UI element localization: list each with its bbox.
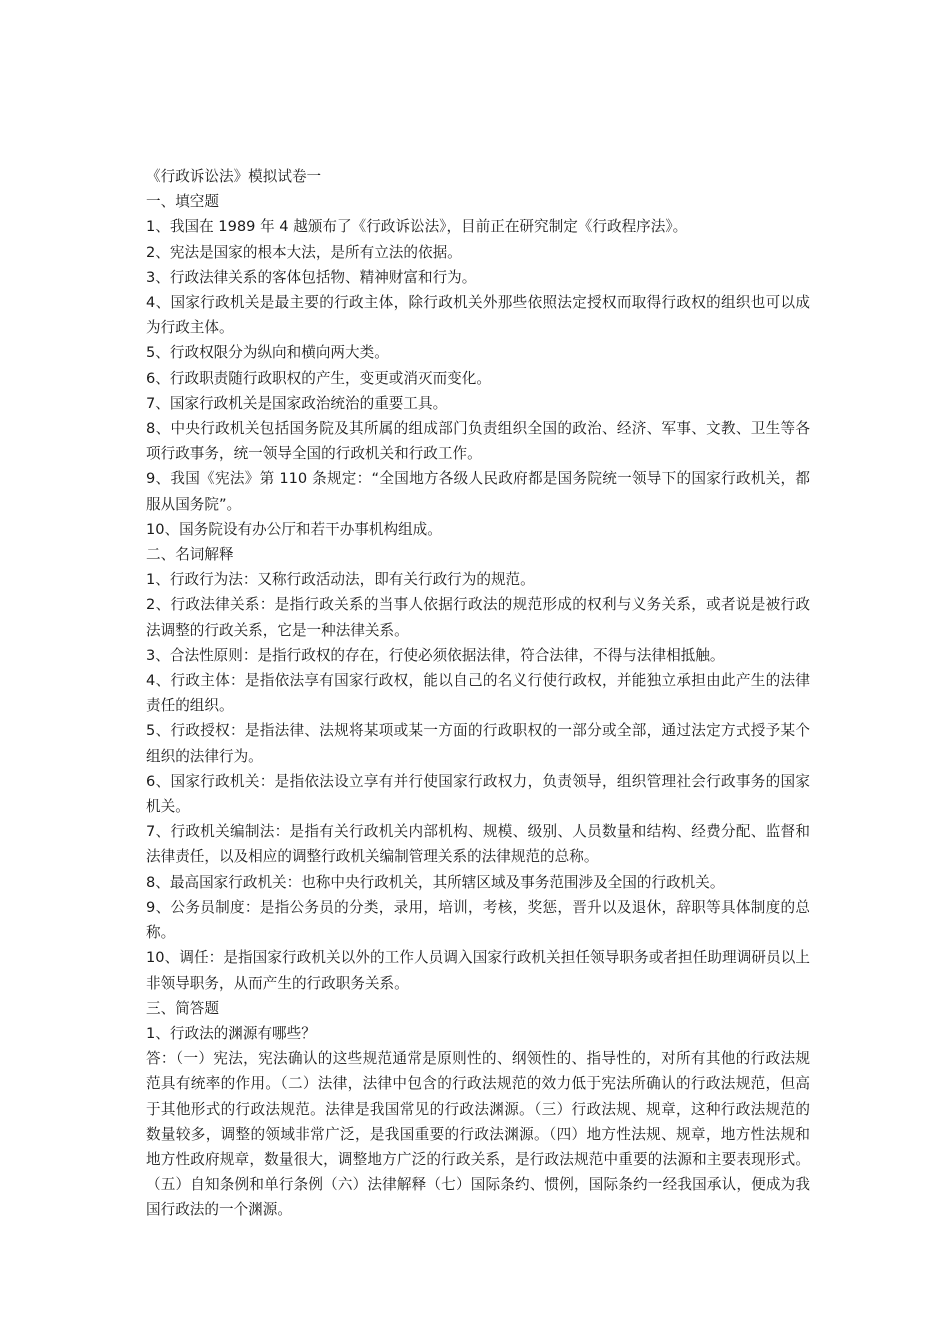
- fill-blank-item-3: 3、行政法律关系的客体包括物、精神财富和行为。: [146, 268, 477, 286]
- definition-item-4: 4、行政主体：是指依法享有国家行政权，能以自己的名义行使行政权，并能独立承担由此产生的法律责任的组织。: [146, 672, 810, 715]
- definition-item-1: 1、行政行为法：又称行政活动法，即有关行政行为的规范。: [146, 571, 535, 589]
- short-answer-answer-1: 答：（一）宪法，宪法确认的这些规范通常是原则性的、纲领性的、指导性的，对所有其他的行政法规范具有统率的作用。（二）法律，法律中包含的行政法规范的效力低于宪法所确认的行政法规范，但高于其他形式的行政法规范。法律是我国常见的行政法渊源。（三）行政法规、规章，这种行政法规范的数量较多，调整的领域非常广泛，是我国重要的行政法渊源。（四）地方性法规、规章，地方性法规和地方性政府规章，数量很大，调整地方广泛的行政关系，是行政法规范中重要的法源和主要表现形式。（五）自知条例和单行条例（六）法律解释（七）国际条约、惯例，国际条约一经我国承认，便成为我国行政法的一个渊源。: [146, 1050, 810, 1219]
- section-heading-fill-blank: 一、填空题: [146, 193, 219, 211]
- document-page: [146, 164, 810, 1223]
- fill-blank-item-4: 4、国家行政机关是最主要的行政主体，除行政机关外那些依照法定授权而取得行政权的组织也可以成为行政主体。: [146, 294, 810, 337]
- fill-blank-item-6: 6、行政职责随行政职权的产生，变更或消灭而变化。: [146, 369, 491, 387]
- definition-item-3: 3、合法性原则：是指行政权的存在，行使必须依据法律，符合法律，不得与法律相抵触。: [146, 646, 725, 664]
- definition-item-7: 7、行政机关编制法：是指有关行政机关内部机构、规模、级别、人员数量和结构、经费分配、监督和法律责任，以及相应的调整行政机关编制管理关系的法律规范的总称。: [146, 823, 810, 866]
- definition-item-2: 2、行政法律关系：是指行政关系的当事人依据行政法的规范形成的权利与义务关系，或者说是被行政法调整的行政关系，它是一种法律关系。: [146, 596, 810, 639]
- section-heading-short-answer: 三、简答题: [146, 999, 219, 1017]
- fill-blank-item-10: 10、国务院设有办公厅和若干办事机构组成。: [146, 520, 442, 538]
- definition-item-10: 10、调任：是指国家行政机关以外的工作人员调入国家行政机关担任领导职务或者担任助理调研员以上非领导职务，从而产生的行政职务关系。: [146, 949, 810, 992]
- fill-blank-item-7: 7、国家行政机关是国家政治统治的重要工具。: [146, 394, 448, 412]
- short-answer-question-1: 1、行政法的渊源有哪些？: [146, 1024, 316, 1042]
- definition-item-8: 8、最高国家行政机关：也称中央行政机关，其所辖区域及事务范围涉及全国的行政机关。: [146, 873, 725, 891]
- fill-blank-item-9: 9、我国《宪法》第 110 条规定：“全国地方各级人民政府都是国务院统一领导下的国家行政机关，都服从国务院”。: [146, 470, 810, 513]
- fill-blank-item-5: 5、行政权限分为纵向和横向两大类。: [146, 344, 389, 362]
- section-heading-definitions: 二、名词解释: [146, 546, 234, 564]
- fill-blank-item-1: 1、我国在 1989 年 4 越颁布了《行政诉讼法》，目前正在研究制定《行政程序法》。: [146, 218, 688, 236]
- document-title: 《行政诉讼法》模拟试卷一: [146, 168, 322, 185]
- definition-item-9: 9、公务员制度：是指公务员的分类，录用，培训，考核，奖惩，晋升以及退休，辞职等具体制度的总称。: [146, 898, 810, 942]
- fill-blank-item-2: 2、宪法是国家的根本大法，是所有立法的依据。: [146, 243, 462, 261]
- definition-item-6: 6、国家行政机关：是指依法设立享有并行使国家行政权力，负责领导，组织管理社会行政事务的国家机关。: [146, 772, 810, 816]
- definition-item-5: 5、行政授权：是指法律、法规将某项或某一方面的行政职权的一部分或全部，通过法定方式授予某个组织的法律行为。: [146, 722, 810, 765]
- fill-blank-item-8: 8、中央行政机关包括国务院及其所属的组成部门负责组织全国的政治、经济、军事、文教、卫生等各项行政事务，统一领导全国的行政机关和行政工作。: [146, 420, 810, 463]
